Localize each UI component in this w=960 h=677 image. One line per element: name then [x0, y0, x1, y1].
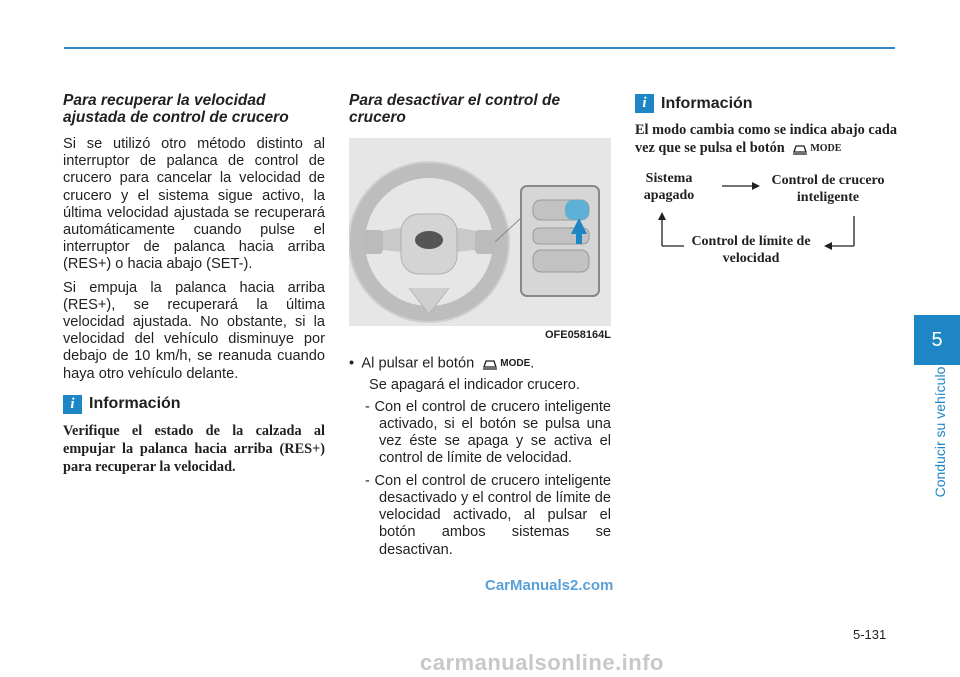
- watermark: carmanualsonline.info: [420, 650, 664, 675]
- image-code: OFE058164L: [544, 329, 611, 341]
- mode-button: [482, 355, 530, 372]
- bullet-end: .: [530, 355, 535, 372]
- list-item: • Al pulsar el botón MODE .: [349, 355, 535, 372]
- column-right: [635, 92, 897, 158]
- section-heading-recover: Para recuperar la velocidad ajustada de control de crucero: [63, 92, 289, 126]
- diagram-node-off: Sistema apagado: [643, 171, 695, 203]
- info-header: [63, 395, 325, 414]
- paragraph: Si empuja la palanca hacia arriba (RES+), se recuperará la última velocidad ajustada. No obstante, si la velocidad del vehículo disminuye por debajo de 10 km/h, se reanuda cuando haya otro vehículo delante.: [63, 279, 325, 382]
- column-left: [63, 92, 325, 476]
- info-icon: i: [635, 94, 654, 113]
- paragraph: Si se utilizó otro método distinto al interruptor de palanca de control de crucero para cancelar la velocidad de crucero y el sistema sigue activo, la última velocidad ajustada se recuperará automáticamente cuando pulse el interruptor de palanca hacia arriba (RES+) o hacia abajo (SET-).: [63, 136, 325, 273]
- section-heading-deactivate: Para desactivar el control de crucero: [349, 92, 561, 126]
- bullet-list: [349, 355, 611, 373]
- info-title: Información: [661, 94, 753, 112]
- watermark: CarManuals2.com: [485, 577, 614, 594]
- steering-wheel-image: [349, 138, 611, 326]
- indicator-line: Se apagará el indicador crucero.: [369, 376, 580, 393]
- info-text-body: El modo cambia como se indica abajo cada vez que se pulsa el botón: [635, 122, 897, 156]
- car-icon: [482, 358, 498, 370]
- mode-label: MODE: [500, 358, 531, 369]
- steering-wheel-illustration: [349, 138, 611, 326]
- diagram-node-scc: Control de crucero inteligente: [771, 173, 885, 205]
- info-icon: i: [63, 395, 82, 414]
- chapter-title: Conducir su vehículo: [932, 366, 948, 498]
- mode-button: [792, 140, 841, 158]
- mode-label: MODE: [810, 142, 842, 154]
- info-text: [635, 121, 897, 158]
- column-middle: [349, 92, 611, 559]
- bullet-text: Al pulsar el botón: [361, 355, 475, 372]
- page-number: 5-131: [853, 627, 887, 642]
- car-icon: [792, 143, 808, 155]
- info-text: Verifique el estado de la calzada al empujar la palanca hacia arriba (RES+) para recuperar la velocidad.: [63, 422, 325, 475]
- dash-item: - Con el control de crucero inteligente desactivado y el control de límite de velocidad activado, al pulsar el botón ambos sistemas se desactivan.: [365, 472, 612, 558]
- info-header: [635, 94, 897, 113]
- mode-cycle-arrows: [650, 170, 890, 260]
- info-title: Información: [89, 395, 181, 413]
- chapter-tab: 5: [914, 315, 960, 365]
- diagram-node-limit: Control de límite de velocidad: [691, 234, 811, 266]
- dash-item: - Con el control de crucero inteligente activado, si el botón se pulsa una vez éste se apaga y se activa el control de límite de velocidad.: [365, 398, 611, 467]
- header-rule: [64, 47, 895, 49]
